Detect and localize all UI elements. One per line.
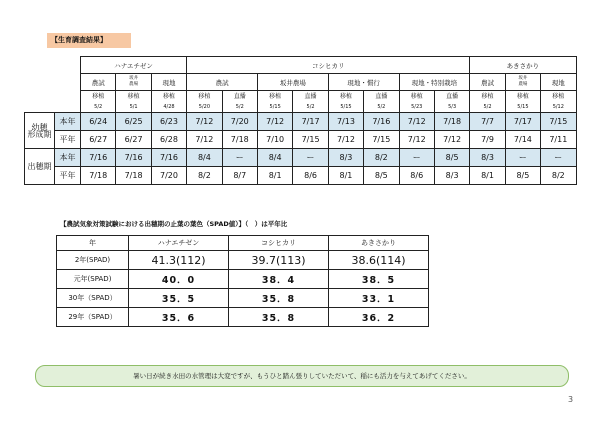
date-cell: 8/1 [328, 167, 363, 185]
date-cell: ー [541, 149, 576, 167]
date-cell: 7/16 [81, 149, 116, 167]
site-cell: 現地・慣行 [328, 74, 399, 91]
advice-message: 暑い日が続き水田の水管理は大変ですが、もうひと踏ん張りしていただいて、稲にも活力を与えてあげてください。 [35, 365, 569, 387]
site-cell: 坂井 農場 [116, 74, 151, 91]
method-label: 移植 [269, 92, 282, 100]
page-number: 3 [568, 395, 574, 404]
method-date: 5/2 [483, 103, 492, 110]
method-date: 4/28 [163, 103, 175, 110]
method-label: 移植 [410, 92, 423, 100]
spad-value-cell: 33．1 [329, 289, 429, 308]
date-cell: 8/1 [257, 167, 292, 185]
method-label: 移植 [339, 92, 352, 100]
date-cell: 8/3 [434, 167, 469, 185]
method-date: 5/15 [269, 103, 281, 110]
date-cell: 7/15 [293, 131, 328, 149]
spad-value-cell: 36．2 [329, 308, 429, 327]
date-cell: 8/6 [293, 167, 328, 185]
year-type-label: 本年 [55, 149, 81, 167]
spad-value-cell: 38.6(114) [329, 251, 429, 270]
method-date: 5/23 [411, 103, 423, 110]
date-cell: 7/18 [434, 113, 469, 131]
method-label: 移植 [516, 92, 529, 100]
spad-year-label: 30年（SPAD） [57, 289, 129, 308]
date-cell: 7/13 [328, 113, 363, 131]
date-cell: 7/12 [399, 131, 434, 149]
method-date: 5/2 [94, 103, 103, 110]
spad-header-akisakari: あきさかり [329, 236, 429, 251]
date-cell: 7/12 [187, 131, 222, 149]
spad-value-cell: 39.7(113) [229, 251, 329, 270]
date-cell: 7/12 [328, 131, 363, 149]
method-date: 5/1 [129, 103, 138, 110]
method-label: 移植 [162, 92, 175, 100]
date-cell: 8/2 [541, 167, 576, 185]
date-cell: 8/6 [399, 167, 434, 185]
spad-row [57, 251, 429, 270]
date-cell: 7/15 [541, 113, 576, 131]
site-cell: 坂井農場 [257, 74, 328, 91]
method-date: 5/3 [448, 103, 457, 110]
date-cell: 8/5 [505, 167, 540, 185]
date-cell: 6/23 [151, 113, 186, 131]
spad-year-label: 29年（SPAD） [57, 308, 129, 327]
method-date-cell [151, 91, 186, 113]
date-cell: 6/28 [151, 131, 186, 149]
site-cell: 現地・特別栽培 [399, 74, 470, 91]
spad-header-hanaechizen: ハナエチゼン [129, 236, 229, 251]
method-label: 直播 [446, 92, 459, 100]
method-date: 5/2 [235, 103, 244, 110]
year-type-label: 平年 [55, 167, 81, 185]
year-type-label: 本年 [55, 113, 81, 131]
date-cell: 7/9 [470, 131, 505, 149]
method-date-cell [541, 91, 576, 113]
method-date: 5/15 [340, 103, 352, 110]
method-date-cell [434, 91, 469, 113]
variety-akisakari: あきさかり [470, 57, 576, 74]
method-date: 5/2 [306, 103, 315, 110]
section-title: 【生育調査結果】 [47, 33, 131, 48]
spad-row [57, 289, 429, 308]
spad-section-title: 【農試気象対策試験における出穂期の止葉の葉色（SPAD値）】（ ）は平年比 [60, 220, 288, 228]
method-date-cell [399, 91, 434, 113]
site-cell: 坂井 農場 [505, 74, 540, 91]
spad-value-cell: 35．8 [229, 308, 329, 327]
date-cell: ー [505, 149, 540, 167]
stage-label: 出穂期 [25, 149, 55, 185]
method-date: 5/15 [517, 103, 529, 110]
date-cell: 8/5 [364, 167, 399, 185]
date-cell: 6/24 [81, 113, 116, 131]
stage-label: 幼穂 形成期 [25, 113, 55, 149]
date-cell: 8/7 [222, 167, 257, 185]
method-date: 5/2 [377, 103, 386, 110]
method-label: 直播 [304, 92, 317, 100]
spad-year-label: 2年(SPAD) [57, 251, 129, 270]
date-cell: 8/4 [257, 149, 292, 167]
method-label: 移植 [127, 92, 140, 100]
date-cell: 8/2 [187, 167, 222, 185]
method-date-cell [81, 91, 116, 113]
method-date-cell [293, 91, 328, 113]
growth-data-row [25, 149, 577, 167]
method-date-cell [116, 91, 151, 113]
spad-value-cell: 38．4 [229, 270, 329, 289]
date-cell: 7/12 [434, 131, 469, 149]
date-cell: ー [293, 149, 328, 167]
method-date-cell [257, 91, 292, 113]
date-cell: 7/10 [257, 131, 292, 149]
growth-data-row [25, 167, 577, 185]
method-date: 5/12 [552, 103, 564, 110]
date-cell: 7/12 [187, 113, 222, 131]
method-date-header-row [25, 91, 577, 113]
spad-value-cell: 35．8 [229, 289, 329, 308]
site-cell: 農試 [81, 74, 116, 91]
date-cell: 8/1 [470, 167, 505, 185]
growth-data-row [25, 113, 577, 131]
date-cell: 7/18 [222, 131, 257, 149]
date-cell: 7/14 [505, 131, 540, 149]
variety-koshihikari: コシヒカリ [187, 57, 470, 74]
date-cell: 7/11 [541, 131, 576, 149]
spad-row [57, 270, 429, 289]
method-date-cell [505, 91, 540, 113]
date-cell: 7/16 [116, 149, 151, 167]
growth-data-row [25, 131, 577, 149]
spad-value-cell: 38．5 [329, 270, 429, 289]
year-type-label: 平年 [55, 131, 81, 149]
growth-survey-table [24, 56, 577, 185]
method-date-cell [328, 91, 363, 113]
method-date-cell [364, 91, 399, 113]
date-cell: 7/18 [116, 167, 151, 185]
date-cell: 6/27 [81, 131, 116, 149]
date-cell: ー [222, 149, 257, 167]
date-cell: 8/3 [328, 149, 363, 167]
method-date-cell [187, 91, 222, 113]
date-cell: 7/17 [505, 113, 540, 131]
date-cell: 7/20 [151, 167, 186, 185]
method-label: 移植 [552, 92, 565, 100]
spad-row [57, 308, 429, 327]
spad-value-cell: 35．5 [129, 289, 229, 308]
site-cell: 現地 [151, 74, 186, 91]
site-header-row [25, 74, 577, 91]
date-cell: 6/25 [116, 113, 151, 131]
variety-header-row [25, 57, 577, 74]
date-cell: 7/7 [470, 113, 505, 131]
method-label: 移植 [92, 92, 105, 100]
site-cell: 農試 [470, 74, 505, 91]
method-date-cell [222, 91, 257, 113]
date-cell: 7/16 [151, 149, 186, 167]
site-cell: 現地 [541, 74, 576, 91]
method-date: 5/20 [198, 103, 210, 110]
date-cell: 7/12 [399, 113, 434, 131]
variety-hanaechizen: ハナエチゼン [81, 57, 187, 74]
spad-value-cell: 40．0 [129, 270, 229, 289]
date-cell: 8/2 [364, 149, 399, 167]
method-label: 直播 [375, 92, 388, 100]
method-date-cell [470, 91, 505, 113]
method-label: 移植 [198, 92, 211, 100]
date-cell: 7/12 [257, 113, 292, 131]
spad-value-cell: 35．6 [129, 308, 229, 327]
spad-year-label: 元年(SPAD) [57, 270, 129, 289]
method-label: 直播 [233, 92, 246, 100]
spad-header-row [57, 236, 429, 251]
date-cell: ー [399, 149, 434, 167]
date-cell: 8/3 [470, 149, 505, 167]
spad-header-koshihikari: コシヒカリ [229, 236, 329, 251]
date-cell: 7/20 [222, 113, 257, 131]
date-cell: 7/15 [364, 131, 399, 149]
spad-value-cell: 41.3(112) [129, 251, 229, 270]
method-label: 移植 [481, 92, 494, 100]
date-cell: 8/5 [434, 149, 469, 167]
date-cell: 7/16 [364, 113, 399, 131]
site-cell: 農試 [187, 74, 258, 91]
date-cell: 7/18 [81, 167, 116, 185]
date-cell: 7/17 [293, 113, 328, 131]
spad-table [56, 235, 429, 327]
spad-header-year: 年 [57, 236, 129, 251]
date-cell: 8/4 [187, 149, 222, 167]
date-cell: 6/27 [116, 131, 151, 149]
